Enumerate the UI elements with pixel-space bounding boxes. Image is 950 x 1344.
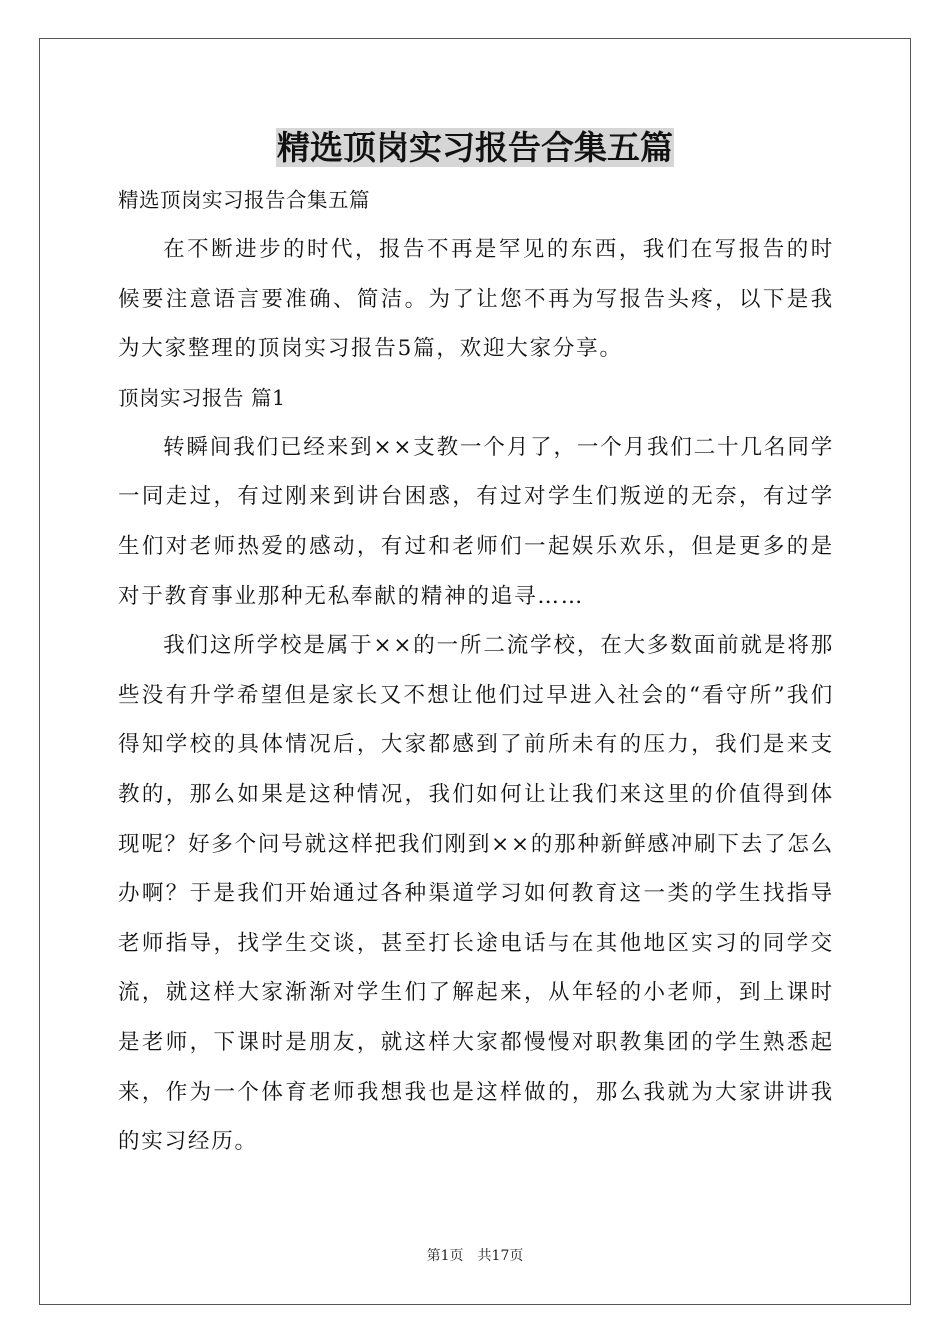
section-heading: 顶岗实习报告 篇1 xyxy=(118,385,286,410)
page-total: 共17页 xyxy=(477,1248,524,1264)
document-title xyxy=(0,124,950,172)
page-number: 第1页 xyxy=(426,1248,464,1264)
page-footer xyxy=(0,1245,950,1265)
document-body xyxy=(118,176,834,1167)
document-subtitle: 精选顶岗实习报告合集五篇 xyxy=(118,188,370,212)
document-title-text: 精选顶岗实习报告合集五篇 xyxy=(277,128,673,167)
body-paragraph-1: 转瞬间我们已经来到××支教一个月了，一个月我们二十几名同学一同走过，有过刚来到讲台困惑，有过对学生们叛逆的无奈，有过学生们对老师热爱的感动，有过和老师们一起娱乐欢乐，但是更多的是对于教育事业那种无私奉献的精神的追寻…… xyxy=(118,434,834,609)
intro-paragraph: 在不断进步的时代，报告不再是罕见的东西，我们在写报告的时候要注意语言要准确、简洁。为了让您不再为写报告头疼，以下是我为大家整理的顶岗实习报告5篇，欢迎大家分享。 xyxy=(118,237,834,362)
body-paragraph-2: 我们这所学校是属于××的一所二流学校，在大多数面前就是将那些没有升学希望但是家长又不想让他们过早进入社会的“看守所”我们得知学校的具体情况后，大家都感到了前所未有的压力，我们是来支教的，那么如果是这种情况，我们如何让让我们来这里的价值得到体现呢？好多个问号就这样把我们刚到××的那种新鲜感冲刷下去了怎么办啊？于是我们开始通过各种渠道学习如何教育这一类的学生找指导老师指导，找学生交谈，甚至打长途电话与在其他地区实习的同学交流，就这样大家渐渐对学生们了解起来，从年轻的小老师，到上课时是老师，下课时是朋友，就这样大家都慢慢对职教集团的学生熟悉起来，作为一个体育老师我想我也是这样做的，那么我就为大家讲讲我的实习经历。 xyxy=(118,633,834,1155)
